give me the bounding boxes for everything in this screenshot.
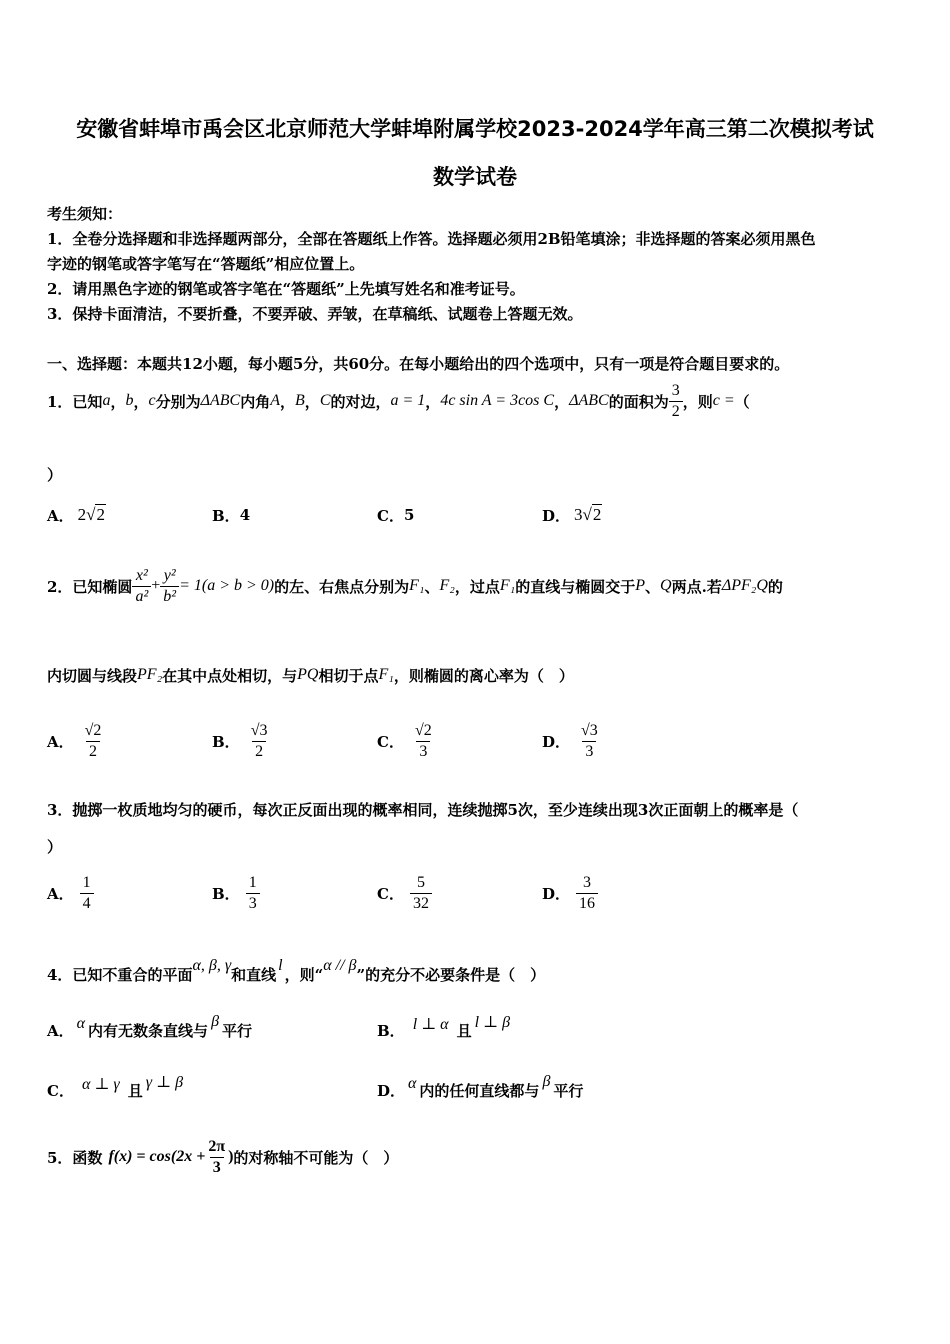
q2-text-4: 的直线与椭圆交于 (515, 577, 636, 596)
q3-option-c[interactable] (377, 868, 432, 918)
q2-text-6: 两点.若 (671, 577, 722, 596)
q2-option-b-den: 2 (252, 741, 266, 762)
q1-stem (47, 377, 750, 425)
q4-text-1: 4．已知不重合的平面 (47, 965, 193, 984)
q1-math-c: c (148, 392, 156, 409)
exam-title-line1: 安徽省蚌埠市禹会区北京师范大学蚌埠附属学校2023-2024学年高三第二次模拟考试 (76, 117, 874, 141)
q2-f1: F₁ (409, 577, 425, 594)
q4-option-a-text2: 平行 (222, 1021, 253, 1040)
q3-option-a-num: 1 (82, 873, 91, 891)
q2-l2-text-4: ，则椭圆的离心率为（ ） (393, 666, 574, 685)
q3-option-c-label: C． (377, 884, 404, 903)
q2-plus: + (151, 577, 161, 594)
q2-option-d-num: √3 (581, 721, 598, 739)
q2-option-a-fraction (82, 721, 105, 762)
q3-option-c-den: 32 (410, 893, 432, 914)
q2-x-fraction (132, 566, 151, 607)
q1-option-b-label: B． (212, 506, 240, 525)
q3-option-c-num: 5 (416, 873, 425, 891)
q1-text-2: ， (110, 392, 126, 411)
q1-text-8: 的对边， (330, 392, 391, 411)
q1-text-1: 1．已知 (47, 392, 103, 411)
notice-item1-line1: 1．全卷分选择题和非选择题两部分，全部在答题纸上作答。选择题必须用2B铅笔填涂；非选择题的答案必须用黑色 (47, 230, 816, 248)
q1-text-10: ， (554, 392, 570, 411)
q2-l2-text-3: 相切于点 (318, 666, 379, 685)
q3-option-d[interactable] (542, 868, 598, 918)
q1-math-triangle: ΔABC (200, 392, 241, 409)
q4-option-c-math1: α ⊥ γ (81, 1076, 120, 1093)
q3-option-b-label: B． (212, 884, 240, 903)
q4-math-planes: α, β, γ (192, 957, 232, 974)
q4-option-a-text1: 内有无数条直线与 (88, 1021, 209, 1040)
q1-math-c-eq: c = (712, 392, 735, 409)
q2-option-d-den: 3 (582, 741, 596, 762)
q4-text-3: ，则“ (284, 965, 324, 984)
q1-option-a-value: 2√2 (77, 505, 105, 524)
q4-option-c[interactable] (47, 1074, 186, 1106)
q1-text-11: 的面积为 (608, 392, 669, 411)
q1-text-9: ， (425, 392, 441, 411)
q5-func-fraction (205, 1137, 228, 1178)
q1-text-3: ， (133, 392, 149, 411)
notice-item2: 2．请用黑色字迹的钢笔或答字笔在“答题纸”上先填写姓名和准考证号。 (47, 280, 525, 298)
q2-text-3: ，过点 (454, 577, 500, 596)
q1-option-b-value: 4 (239, 506, 251, 524)
q1-option-a[interactable] (47, 500, 106, 530)
q3-option-a[interactable] (47, 868, 94, 918)
q1-option-c[interactable] (377, 500, 414, 530)
q1-close-paren: ） (47, 466, 63, 484)
q2-option-a-label: A． (47, 732, 74, 751)
q2-ellipse-eq: = 1(a > b > 0) (179, 577, 275, 594)
q2-stem-line1 (47, 560, 783, 612)
q3-stem: 3．抛掷一枚质地均匀的硬币，每次正反面出现的概率相同，连续抛掷5次，至少连续出现3次正面朝上的概率是（ (47, 801, 799, 819)
q1-area-num: 3 (671, 381, 680, 399)
q2-option-d-fraction (578, 721, 601, 762)
q5-func-den: 3 (210, 1157, 224, 1178)
q2-option-a-num: √2 (84, 721, 102, 739)
q1-math-a-eq: a = 1 (390, 392, 426, 409)
q3-option-d-fraction (576, 873, 598, 914)
q3-option-d-label: D． (542, 884, 571, 903)
q2-option-b[interactable] (212, 716, 270, 766)
q3-option-b-den: 3 (246, 893, 260, 914)
q2-option-c-num: √2 (414, 721, 432, 739)
q1-math-C: C (319, 392, 331, 409)
q4-option-c-math2: γ ⊥ β (145, 1074, 184, 1091)
q4-option-d-beta: β (542, 1073, 551, 1090)
q1-math-a: a (102, 392, 111, 409)
q2-x-num: x² (135, 566, 148, 584)
q2-text-5: 、 (645, 577, 661, 596)
q2-stem-line2 (47, 660, 574, 690)
q4-option-d-label: D． (377, 1081, 406, 1100)
q1-option-a-radicand: 2 (96, 505, 105, 524)
q4-option-b-label: B． (377, 1021, 405, 1040)
q4-option-d-alpha: α (408, 1075, 417, 1092)
q4-option-d[interactable] (377, 1074, 583, 1106)
q1-text-7: ， (304, 392, 320, 411)
q1-option-d-label: D． (542, 506, 571, 525)
q2-option-c-fraction (412, 721, 435, 762)
q1-text-4: 分别为 (155, 392, 201, 411)
q2-option-b-num: √3 (250, 721, 268, 739)
q2-text-1: 2．已知椭圆 (47, 577, 133, 596)
q5-func-right: ) (228, 1148, 234, 1165)
q2-option-c-den: 3 (416, 741, 430, 762)
q2-option-b-label: B． (212, 732, 240, 751)
q3-option-b[interactable] (212, 868, 260, 918)
q1-math-triangle2: ΔABC (569, 392, 609, 409)
q1-option-d-radicand: 2 (592, 505, 602, 524)
q4-option-d-text2: 平行 (553, 1081, 584, 1100)
q1-text-13: （ (734, 392, 750, 411)
q3-option-a-fraction (80, 873, 94, 914)
notice-item3: 3．保持卡面清洁，不要折叠，不要弄破、弄皱，在草稿纸、试题卷上答题无效。 (47, 305, 583, 323)
q1-math-condition: 4c sin A = 3cos C (440, 392, 555, 409)
q2-l2-text-1: 内切圆与线段 (47, 666, 138, 685)
q2-y-num: y² (163, 566, 176, 584)
q1-area-den: 2 (669, 401, 683, 422)
q2-pf2: PF₂ (137, 666, 163, 683)
q4-option-c-text1: 且 (127, 1081, 143, 1100)
q3-option-a-label: A． (47, 884, 74, 903)
q4-math-parallel: α // β (323, 957, 357, 974)
exam-title-line2: 数学试卷 (433, 165, 517, 189)
q2-option-c-label: C． (377, 732, 404, 751)
q3-option-b-num: 1 (248, 873, 257, 891)
q4-option-b-math1: l ⊥ α (412, 1016, 449, 1033)
q1-area-fraction (669, 381, 683, 422)
q2-option-d[interactable] (542, 716, 601, 766)
q4-text-2: 和直线 (231, 965, 277, 984)
q3-option-d-den: 16 (576, 893, 598, 914)
q4-math-line: l (278, 957, 283, 974)
q3-close-paren: ） (47, 838, 63, 856)
q2-text-2: 的左、右焦点分别为 (274, 577, 410, 596)
q4-option-b-math2: l ⊥ β (474, 1014, 511, 1031)
q2-l2-text-2: 在其中点处相切，与 (162, 666, 298, 685)
q4-option-c-label: C． (47, 1081, 74, 1100)
q1-option-d-coef: 3 (574, 505, 583, 524)
q4-stem (47, 958, 545, 990)
q1-option-a-coef: 2 (77, 505, 87, 524)
q2-y-den: b² (160, 586, 179, 607)
q4-option-a-beta: β (211, 1013, 220, 1030)
q2-p: P (635, 577, 645, 594)
q4-option-a[interactable] (47, 1014, 252, 1046)
q5-func-left: f(x) = cos(2x + (108, 1148, 206, 1165)
q2-option-d-label: D． (542, 732, 571, 751)
section1-heading: 一、选择题：本题共12小题，每小题5分，共60分。在每小题给出的四个选项中，只有一项是符合题目要求的。 (47, 355, 790, 373)
notice-item1-line2: 字迹的钢笔或答字笔写在“答题纸”相应位置上。 (47, 255, 365, 273)
q5-func-num: 2π (208, 1137, 226, 1155)
q1-math-B: B (295, 392, 305, 409)
q4-option-b-text1: 且 (456, 1021, 472, 1040)
q2-f2: F₂ (439, 577, 455, 594)
q5-stem (47, 1132, 398, 1182)
q3-option-b-fraction (246, 873, 260, 914)
q3-option-a-den: 4 (80, 893, 94, 914)
q4-option-a-alpha: α (76, 1015, 86, 1032)
q2-option-a[interactable] (47, 716, 104, 766)
q1-option-c-label: C． (377, 506, 404, 525)
q4-option-b[interactable] (377, 1014, 513, 1046)
q4-option-d-text1: 内的任何直线都与 (419, 1081, 540, 1100)
q1-option-d[interactable] (542, 500, 602, 530)
q2-y-fraction (160, 566, 179, 607)
q3-option-c-fraction (410, 873, 432, 914)
q2-f1-c: F₁ (378, 666, 394, 683)
q5-text-1: 5．函数 (47, 1148, 103, 1167)
q2-q: Q (660, 577, 672, 594)
q1-math-b: b (125, 392, 134, 409)
q2-option-c[interactable] (377, 716, 435, 766)
q5-text-2: 的对称轴不可能为（ ） (233, 1148, 399, 1167)
q2-text-7: 的 (767, 577, 783, 596)
q1-option-d-value: 3√2 (574, 505, 602, 524)
q2-pq: PQ (297, 666, 319, 683)
q1-text-5: 内角 (240, 392, 271, 411)
q1-math-A: A (270, 392, 280, 409)
notice-heading: 考生须知： (47, 205, 123, 223)
q1-option-a-label: A． (47, 506, 74, 525)
q1-text-6: ， (280, 392, 296, 411)
q1-option-c-value: 5 (403, 506, 415, 524)
q2-option-a-den: 2 (86, 741, 100, 762)
q2-x-den: a² (132, 586, 151, 607)
q4-text-4: ”的充分不必要条件是（ ） (356, 965, 546, 984)
q3-option-d-num: 3 (583, 873, 592, 891)
q2-f1-b: F₁ (499, 577, 516, 594)
q2-triangle: ΔPF₂Q (721, 577, 768, 594)
q1-text-12: ，则 (682, 392, 713, 411)
q2-option-b-fraction (248, 721, 271, 762)
q2-sep: 、 (424, 577, 440, 596)
q1-option-b[interactable] (212, 500, 250, 530)
q4-option-a-label: A． (47, 1021, 74, 1040)
